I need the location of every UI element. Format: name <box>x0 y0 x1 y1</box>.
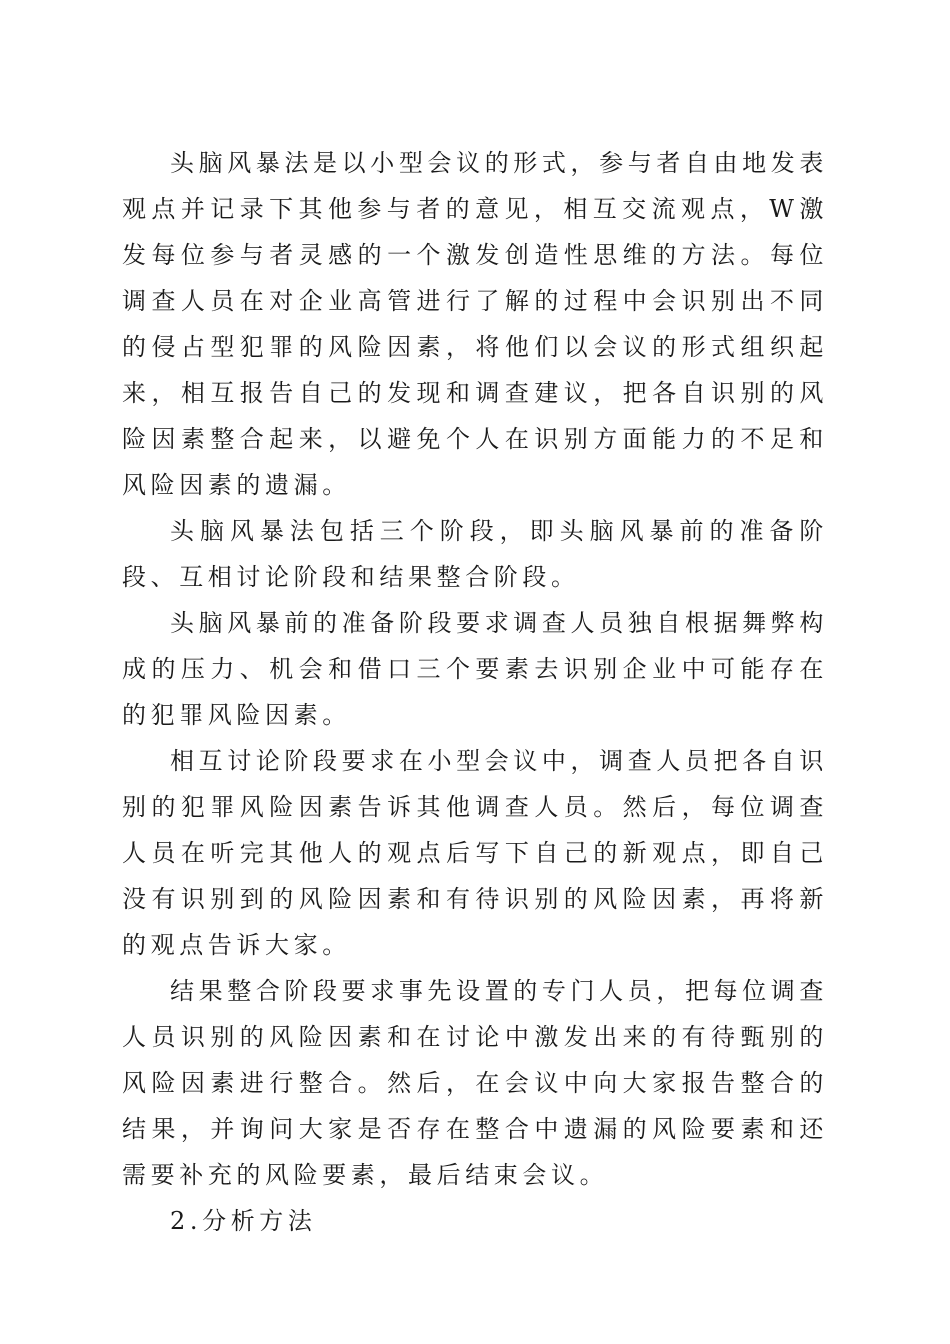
paragraph-discussion-stage: 相互讨论阶段要求在小型会议中，调查人员把各自识别的犯罪风险因素告诉其他调查人员。然后，每位调查人员在听完其他人的观点后写下自己的新观点，即自己没有识别到的风险因素和有待识别的风险因素，再将新的观点告诉大家。 <box>122 747 828 959</box>
paragraph-three-stages: 头脑风暴法包括三个阶段，即头脑风暴前的准备阶段、互相讨论阶段和结果整合阶段。 <box>122 517 828 591</box>
document-body <box>122 140 828 1244</box>
paragraph-preparation-stage: 头脑风暴前的准备阶段要求调查人员独自根据舞弊构成的压力、机会和借口三个要素去识别企业中可能存在的犯罪风险因素。 <box>122 609 828 729</box>
paragraph-brainstorming-definition: 头脑风暴法是以小型会议的形式，参与者自由地发表观点并记录下其他参与者的意见，相互交流观点，W激发每位参与者灵感的一个激发创造性思维的方法。每位调查人员在对企业高管进行了解的过程中会识别出不同的侵占型犯罪的风险因素，将他们以会议的形式组织起来，相互报告自己的发现和调查建议，把各自识别的风险因素整合起来，以避免个人在识别方面能力的不足和风险因素的遗漏。 <box>122 149 828 499</box>
paragraph-integration-stage: 结果整合阶段要求事先设置的专门人员，把每位调查人员识别的风险因素和在讨论中激发出来的有待甄别的风险因素进行整合。然后，在会议中向大家报告整合的结果，并询问大家是否存在整合中遗漏的风险要素和还需要补充的风险要素，最后结束会议。 <box>122 977 828 1189</box>
section-heading: 2.分析方法 <box>170 1207 317 1235</box>
